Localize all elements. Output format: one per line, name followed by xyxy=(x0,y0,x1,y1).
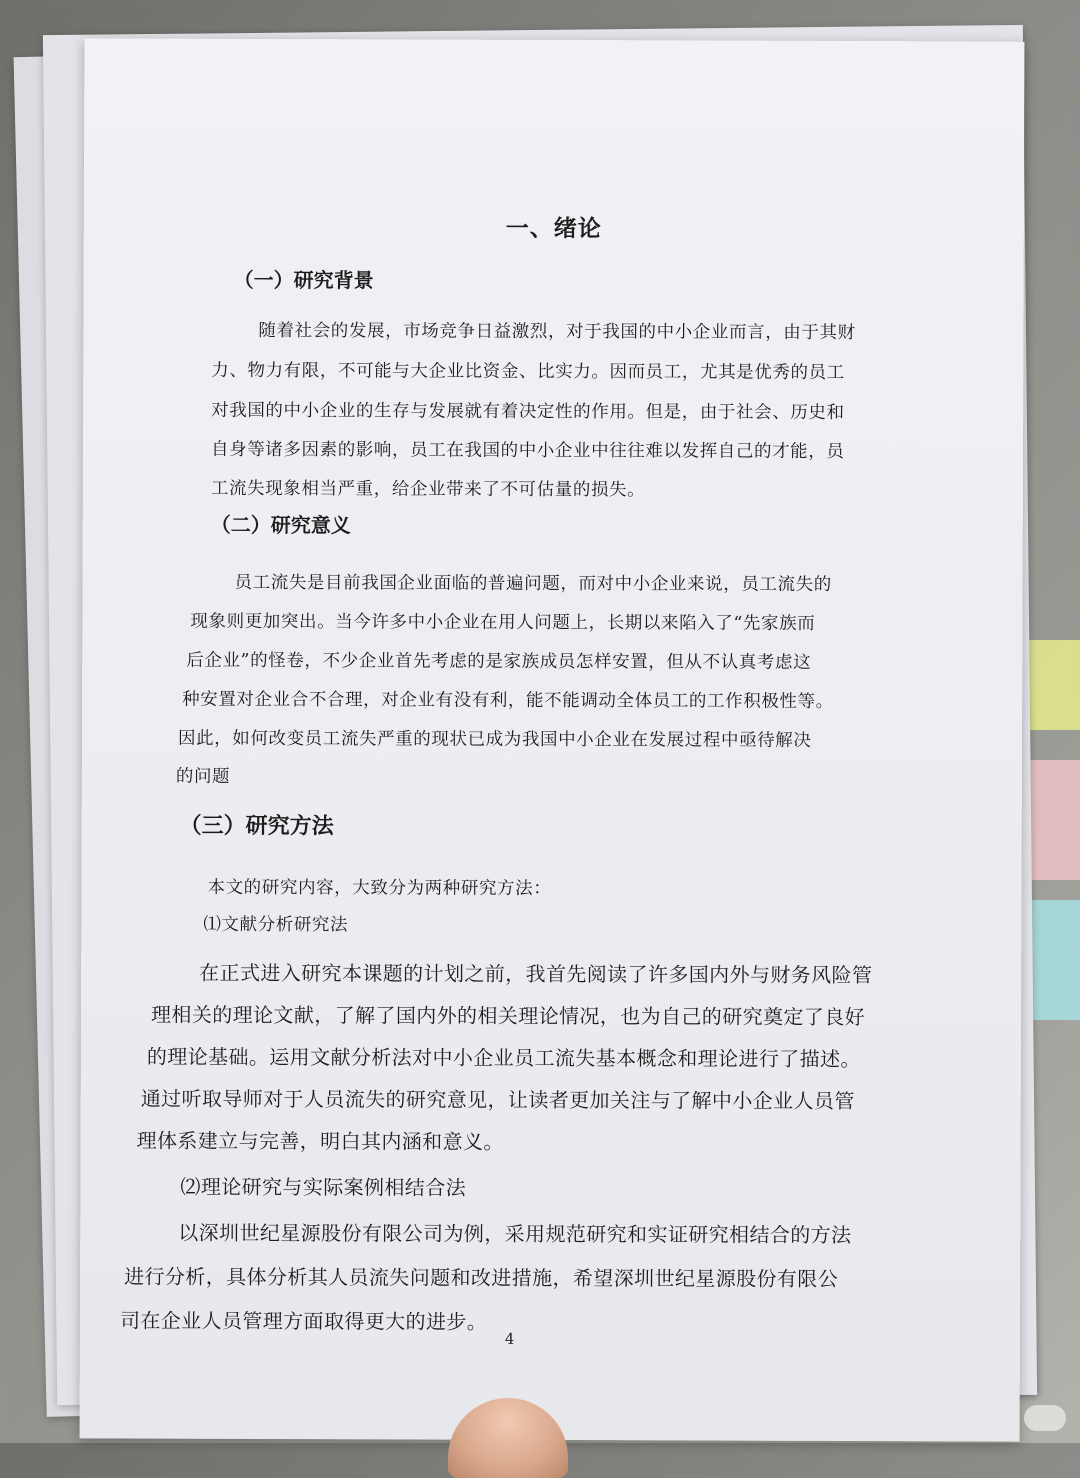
paragraph-line: 员工流失是目前我国企业面临的普遍问题，而对中小企业来说，员工流失的 xyxy=(234,572,832,595)
paragraph-line: 理相关的理论文献，了解了国内外的相关理论情况，也为自己的研究奠定了良好 xyxy=(150,1002,866,1030)
paragraph-line: 理体系建立与完善，明白其内涵和意义。 xyxy=(136,1128,504,1154)
paragraph-line: 因此，如何改变员工流失严重的现状已成为我国中小企业在发展过程中亟待解决 xyxy=(177,728,812,751)
paragraph-line: 工流失现象相当严重，给企业带来了不可估量的损失。 xyxy=(210,478,646,501)
method-item-2: ⑵理论研究与实际案例相结合法 xyxy=(180,1174,467,1200)
chapter-title: 一、绪论 xyxy=(505,214,602,243)
paragraph-line: 对我国的中小企业的生存与发展就有着决定性的作用。但是，由于社会、历史和 xyxy=(211,400,845,424)
paragraph-line: 进行分析，具体分析其人员流失问题和改进措施，希望深圳世纪星源股份有限公 xyxy=(124,1264,839,1292)
paragraph-line: 自身等诸多因素的影响，员工在我国的中小企业中往往难以发挥自己的才能，员 xyxy=(210,439,845,463)
paper-page xyxy=(80,38,1025,1441)
method-item-1: ⑴文献分析研究法 xyxy=(203,914,349,936)
page-number: 4 xyxy=(504,1329,515,1348)
section-heading-methods: （三）研究方法 xyxy=(179,812,334,840)
paragraph-line: 随着社会的发展，市场竞争日益激烈，对于我国的中小企业而言，由于其财 xyxy=(258,320,856,344)
paragraph-line: 的问题 xyxy=(175,766,231,787)
paragraph-line: 种安置对企业合不合理，对企业有没有利，能不能调动全体员工的工作积极性等。 xyxy=(182,689,834,712)
paragraph-line: 以深圳世纪星源股份有限公司为例，采用规范研究和实证研究相结合的方法 xyxy=(178,1220,852,1248)
section-heading-significance: （二）研究意义 xyxy=(210,512,351,538)
paragraph-line: 司在企业人员管理方面取得更大的进步。 xyxy=(119,1308,488,1334)
page-content xyxy=(80,38,1025,1441)
paragraph-line: 在正式进入研究本课题的计划之前，我首先阅读了许多国内外与财务风险管 xyxy=(199,960,873,988)
paragraph-line: 的理论基础。运用文献分析法对中小企业员工流失基本概念和理论进行了描述。 xyxy=(146,1044,861,1072)
paragraph-line: 通过听取导师对于人员流失的研究意见，让读者更加关注与了解中小企业人员管 xyxy=(140,1086,855,1114)
paragraph-line: 本文的研究内容，大致分为两种研究方法： xyxy=(207,877,552,899)
paragraph-line: 力、物力有限，不可能与大企业比资金、比实力。因而员工，尤其是优秀的员工 xyxy=(211,360,845,384)
section-heading-background: （一）研究背景 xyxy=(233,267,374,293)
paragraph-line: 现象则更加突出。当今许多中小企业在用人问题上，长期以来陷入了“先家族而 xyxy=(190,611,816,634)
paragraph-line: 后企业”的怪卷，不少企业首先考虑的是家族成员怎样安置，但从不认真考虑这 xyxy=(186,650,812,673)
watermark xyxy=(1024,1405,1066,1431)
